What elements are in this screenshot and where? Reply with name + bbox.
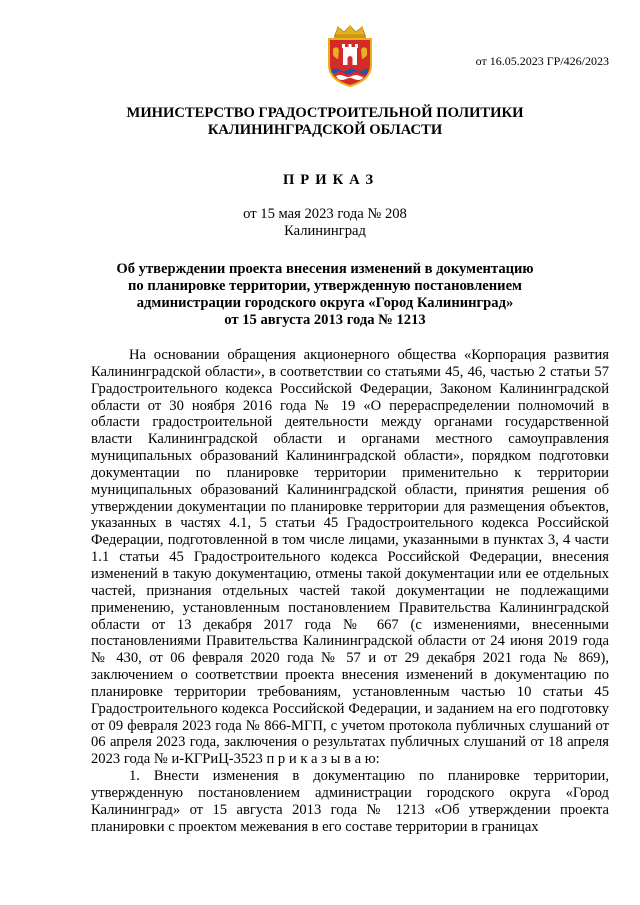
order-subject-line: Об утверждении проекта внесения изменений в документацию bbox=[116, 261, 534, 277]
order-body bbox=[91, 347, 609, 835]
ministry-name-line: МИНИСТЕРСТВО ГРАДОСТРОИТЕЛЬНОЙ ПОЛИТИКИ bbox=[126, 105, 524, 121]
ministry-name-line: КАЛИНИНГРАДСКОЙ ОБЛАСТИ bbox=[207, 122, 443, 138]
order-title: ПРИКАЗ bbox=[282, 172, 380, 188]
order-subject-line: от 15 августа 2013 года № 1213 bbox=[224, 312, 426, 328]
order-date-number: от 15 мая 2023 года № 208 bbox=[243, 206, 407, 222]
order-subject bbox=[60, 261, 590, 329]
order-city: Калининград bbox=[284, 223, 366, 239]
body-paragraph: 1. Внести изменения в документацию по планировке территории, утвержденную постановлением администрации городского округа «Город Калининград» от 15 августа 2013 года № 1213 «Об утверждении проекта планировки с проектом межевания в его составе территории в границах bbox=[91, 768, 609, 835]
order-subject-line: администрации городского округа «Город Калининград» bbox=[136, 295, 514, 311]
kaliningrad-coat-of-arms-icon bbox=[325, 25, 375, 87]
ministry-name bbox=[60, 105, 590, 139]
registration-number: от 16.05.2023 ГР/426/2023 bbox=[475, 54, 609, 68]
order-date-block bbox=[60, 206, 590, 240]
order-subject-line: по планировке территории, утвержденную постановлением bbox=[127, 278, 522, 294]
body-paragraph: На основании обращения акционерного общества «Корпорация развития Калининградской области», в соответствии со статьями 45, 46, частью 2 статьи 57 Градостроительного кодекса Российской Федерации, Законом Калининградской области от 30 ноября 2016 года № 19 «О перераспределении полномочий в области градостроительной деятельности между органами государственной власти Калининградской области и органами местного самоуправления муниципальных образований Калининградской области», порядком подготовки документации по планировке территории применительно к территории муниципальных образований Калининградской области, принятия решения об утверждении документации по планировке территории для размещения объектов, указанных в частях 4.1, 5 статьи 45 Градостроительного кодекса Российской Федерации, подготовленной в том числе лицами, указанными в пунктах 3, 4 части 1.1 статьи 45 Градостроительного кодекса Российской Федерации, внесения изменений в такую документацию, отмены такой документации или ее отдельных частей, признания отдельных частей такой документации не подлежащими применению, установленным постановлением Правительства Калининградской области от 13 декабря 2017 года № 667 (с изменениями, внесенными постановлениями Правительства Калининградской области от 24 июня 2019 года № 430, от 06 февраля 2020 года № 57 и от 29 декабря 2021 года № 869), заключением о соответствии проекта внесения изменений в документацию по планировке территории требованиям, установленным частью 10 статьи 45 Градостроительного кодекса Российской Федерации, и заданием на его подготовку от 09 февраля 2023 года № 866-МГП, с учетом протокола публичных слушаний от 06 апреля 2023 года, заключения о результатах публичных слушаний от 18 апреля 2023 года № и-КГРиЦ-3523 п р и к а з ы в а ю: bbox=[91, 347, 609, 768]
